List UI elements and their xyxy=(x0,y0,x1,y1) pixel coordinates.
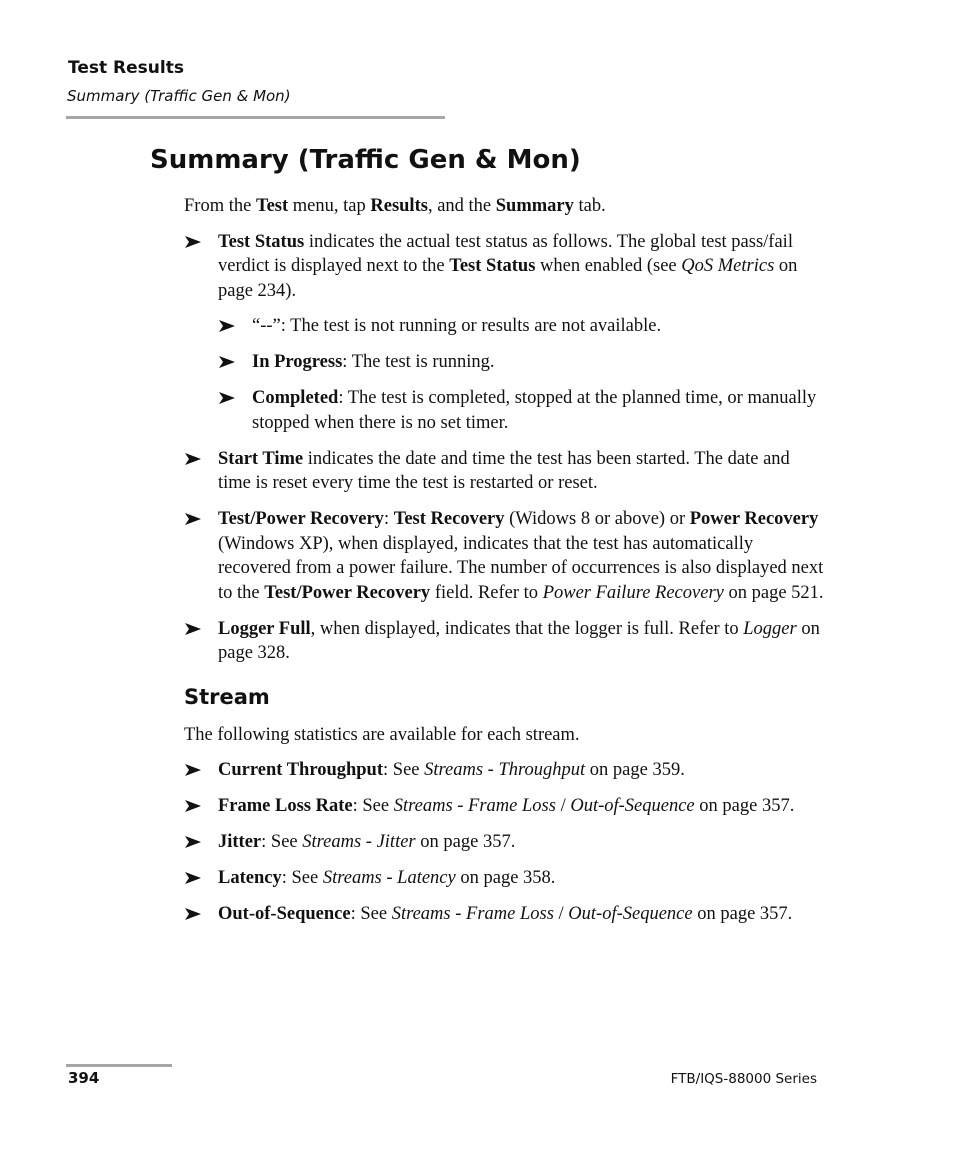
bold-term: Power Recovery xyxy=(689,509,819,529)
product-series: FTB/IQS-88000 Series xyxy=(670,1071,817,1087)
stream-bullet-list xyxy=(184,758,824,927)
bullet-item xyxy=(218,350,824,375)
text-run: (Widows 8 or above) or xyxy=(504,509,690,529)
cross-reference: Out-of-Sequence xyxy=(570,796,695,816)
bold-term: In Progress xyxy=(252,352,343,372)
text-run: : See xyxy=(281,868,323,888)
bullet-item xyxy=(184,758,824,783)
text-run: on page 358. xyxy=(455,868,556,888)
arrowhead-icon xyxy=(184,622,202,636)
intro-paragraph xyxy=(184,194,824,219)
text-run: indicates the actual test status as follows. The global test pass/fail verdict is displayed next to the xyxy=(218,231,793,276)
section-heading-stream: Stream xyxy=(184,684,270,709)
arrowhead-icon xyxy=(184,871,202,885)
bold-term: Results xyxy=(370,196,428,216)
cross-reference: QoS Metrics xyxy=(681,256,775,276)
bold-term: Test xyxy=(255,196,289,216)
bullet-item xyxy=(218,314,824,339)
cross-reference: Logger xyxy=(743,618,797,639)
cross-reference: Streams - Throughput xyxy=(424,760,586,780)
text-run: / xyxy=(553,904,569,924)
stream-intro-paragraph: The following statistics are available for each stream. xyxy=(184,724,580,745)
arrowhead-icon xyxy=(218,319,236,333)
running-header-subtitle: Summary (Traffic Gen & Mon) xyxy=(67,87,291,105)
text-run: : See xyxy=(261,832,303,852)
bold-term: Logger Full xyxy=(218,618,311,639)
bullet-item xyxy=(184,617,824,666)
bullet-item xyxy=(184,507,824,605)
bullet-text xyxy=(218,902,824,927)
bullet-item xyxy=(184,794,824,819)
bullet-text xyxy=(252,314,824,339)
text-run: when enabled (see xyxy=(535,256,682,276)
bullet-text xyxy=(252,350,824,375)
bullet-text xyxy=(218,830,824,855)
text-run: : See xyxy=(383,760,425,780)
cross-reference: Streams - Frame Loss xyxy=(391,904,554,924)
header-rule xyxy=(66,116,445,119)
text-run: indicates the date and time the test has been started. The date and time is reset every time the test is restarted or reset. xyxy=(218,448,790,493)
sub-bullet-list xyxy=(218,314,824,435)
arrowhead-icon xyxy=(184,799,202,813)
bold-term: Out-of-Sequence xyxy=(218,904,351,924)
text-run: : See xyxy=(350,904,392,924)
arrowhead-icon xyxy=(184,512,202,526)
arrowhead-icon xyxy=(184,763,202,777)
arrowhead-icon xyxy=(184,452,202,466)
bold-term: Start Time xyxy=(218,448,304,469)
text-run: on page 359. xyxy=(585,760,685,780)
text-run: on page 357. xyxy=(692,904,793,924)
text-run: , and the xyxy=(427,196,496,216)
text-run: on page 234). xyxy=(218,256,798,301)
bullet-text xyxy=(218,230,824,304)
bold-term: Test/Power Recovery xyxy=(264,582,431,603)
bold-term: Test Status xyxy=(218,231,305,252)
text-run: menu, tap xyxy=(288,196,371,216)
bold-term: Summary xyxy=(495,196,574,216)
text-run: From the xyxy=(184,196,256,216)
bullet-text xyxy=(218,866,824,891)
bold-term: Latency xyxy=(218,868,282,888)
page-number: 394 xyxy=(68,1069,100,1087)
bold-term: Jitter xyxy=(218,832,262,852)
text-run: tab. xyxy=(573,196,606,216)
text-run: : The test is running. xyxy=(342,352,495,372)
cross-reference: Streams - Jitter xyxy=(302,832,416,852)
bullet-text xyxy=(218,617,824,666)
text-run: on page 357. xyxy=(415,832,516,852)
text-run: on page 328. xyxy=(218,618,820,663)
running-header-title: Test Results xyxy=(68,58,184,78)
status-bullet-list xyxy=(184,230,824,666)
cross-reference: Streams - Frame Loss xyxy=(393,796,556,816)
bold-term: Completed xyxy=(252,388,339,408)
bold-term: Frame Loss Rate xyxy=(218,796,353,816)
arrowhead-icon xyxy=(184,235,202,249)
arrowhead-icon xyxy=(218,355,236,369)
arrowhead-icon xyxy=(218,391,236,405)
text-run: , when displayed, indicates that the logger is full. Refer to xyxy=(310,618,744,639)
text-run: field. Refer to xyxy=(430,582,543,603)
bullet-text xyxy=(252,386,824,435)
cross-reference: Streams - Latency xyxy=(322,868,456,888)
bold-term: Test/Power Recovery xyxy=(218,509,384,529)
footer-rule xyxy=(66,1064,172,1067)
arrowhead-icon xyxy=(184,835,202,849)
page-title: Summary (Traffic Gen & Mon) xyxy=(150,145,581,175)
bullet-item xyxy=(218,386,824,435)
text-run: on page 357. xyxy=(694,796,795,816)
bold-term: Test Status xyxy=(449,256,536,276)
text-run: on page 521. xyxy=(723,582,824,603)
bullet-item xyxy=(184,447,824,496)
bullet-text xyxy=(218,794,824,819)
content xyxy=(184,194,824,938)
bullet-text xyxy=(218,447,824,496)
bullet-item xyxy=(184,230,824,436)
text-run: : xyxy=(383,509,394,529)
bullet-item xyxy=(184,830,824,855)
bullet-item xyxy=(184,866,824,891)
bullet-item xyxy=(184,902,824,927)
text-run: (Windows XP), when displayed, indicates that the test has automatically recovered from a power failure. The number of occurrences is also displayed next to the xyxy=(218,533,824,603)
text-run: : The test is completed, stopped at the planned time, or manually stopped when there is no set timer. xyxy=(252,388,817,433)
text-run: : See xyxy=(352,796,394,816)
arrowhead-icon xyxy=(184,907,202,921)
text-run: “--”: The test is not running or results are not available. xyxy=(252,316,662,336)
bullet-text xyxy=(218,758,824,783)
bold-term: Current Throughput xyxy=(218,760,384,780)
cross-reference: Out-of-Sequence xyxy=(568,904,693,924)
cross-reference: Power Failure Recovery xyxy=(542,582,724,603)
bullet-text xyxy=(218,507,824,605)
text-run: / xyxy=(555,796,571,816)
bold-term: Test Recovery xyxy=(393,509,505,529)
